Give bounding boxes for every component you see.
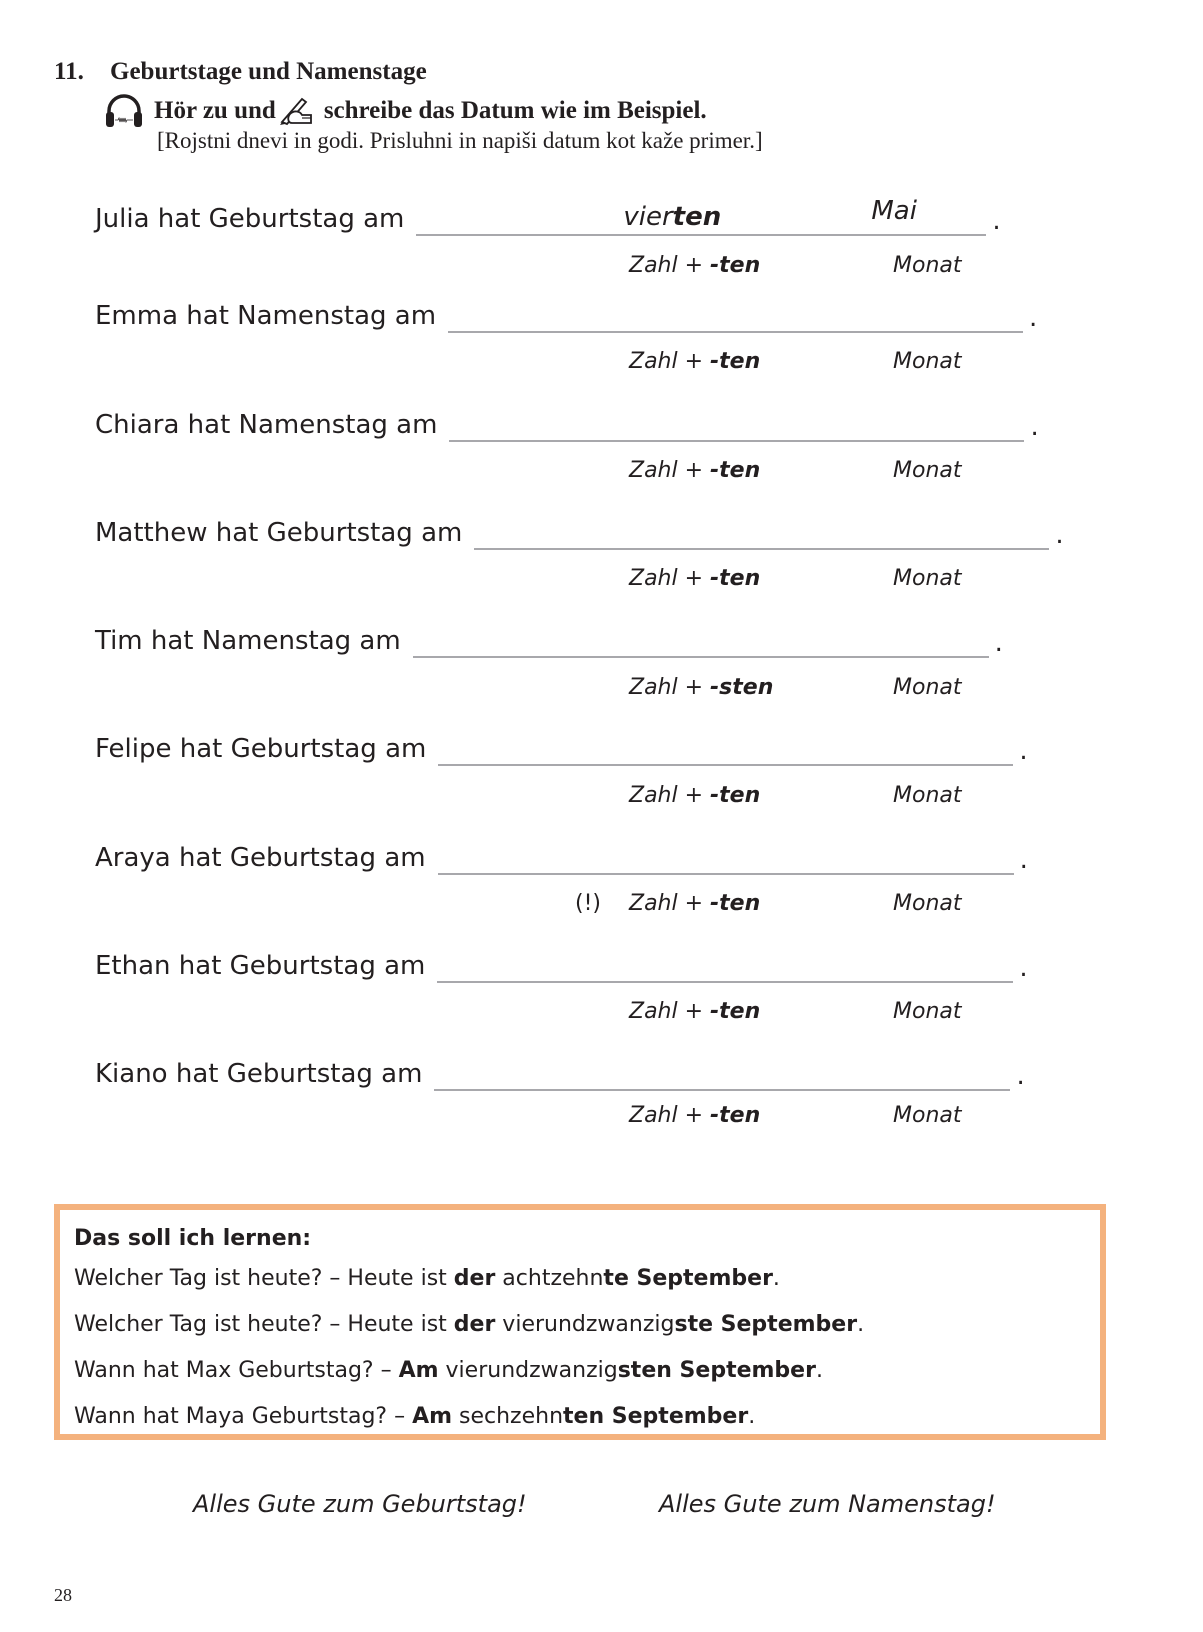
learn-article: Am (412, 1404, 453, 1429)
learn-question: Welcher Tag ist heute? – Heute ist (74, 1266, 454, 1291)
sentence-label: Julia hat Geburtstag am (95, 204, 405, 234)
learn-article: Am (398, 1358, 439, 1383)
hint-prefix: Zahl + (629, 458, 711, 483)
learn-ending: ten September (563, 1404, 749, 1429)
hint-prefix: Zahl + (629, 566, 711, 591)
exercise-number: 11. (54, 58, 84, 85)
hint-suffix: -ten (710, 253, 761, 278)
answer-blank[interactable] (413, 620, 989, 658)
learn-period: . (748, 1404, 756, 1429)
page-number: 28 (54, 1585, 72, 1605)
sentence-label: Emma hat Namenstag am (95, 301, 437, 331)
exercise-instruction (104, 94, 707, 128)
sentence-row (95, 618, 1003, 658)
hint-month: Monat (893, 783, 962, 808)
hint-prefix: Zahl + (629, 1103, 711, 1128)
hint-month: Monat (893, 253, 962, 278)
sentence-row (95, 196, 1001, 236)
example-answer-month: Mai (871, 196, 917, 226)
learn-stem: vierundzwanzig (495, 1312, 675, 1337)
hint-suffix: -ten (710, 783, 761, 808)
learn-line (74, 1404, 755, 1429)
hint-prefix: Zahl + (629, 891, 711, 916)
hint-month: Monat (893, 349, 962, 374)
answer-blank[interactable] (474, 512, 1049, 550)
hint-prefix: Zahl + (629, 999, 711, 1024)
answer-suffix: ten (672, 202, 722, 232)
hint-number (629, 783, 760, 808)
nameday-wish: Alles Gute zum Namenstag! (659, 1490, 996, 1518)
hint-suffix: -ten (710, 999, 761, 1024)
answer-blank[interactable] (438, 728, 1013, 766)
learn-period: . (857, 1312, 865, 1337)
period: . (992, 206, 1001, 236)
learn-question: Wann hat Max Geburtstag? – (74, 1358, 399, 1383)
learn-ending: sten September (617, 1358, 816, 1383)
writing-hand-icon (278, 96, 314, 126)
answer-blank[interactable] (449, 404, 1024, 442)
hint-number (629, 1103, 760, 1128)
period: . (1016, 1061, 1025, 1091)
instruction-part2: schreibe das Datum wie im Beispiel. (323, 97, 707, 124)
learn-question: Welcher Tag ist heute? – Heute ist (74, 1312, 454, 1337)
hint-month: Monat (893, 1103, 962, 1128)
headphones-icon (104, 94, 144, 128)
learn-stem: vierundzwanzig (438, 1358, 618, 1383)
hint-suffix: -sten (710, 675, 774, 700)
sentence-row (95, 402, 1039, 442)
sentence-label: Matthew hat Geburtstag am (95, 518, 463, 548)
hint-number (629, 349, 760, 374)
learn-stem: achtzehn (495, 1266, 604, 1291)
hint-suffix: -ten (710, 1103, 761, 1128)
hint-suffix: -ten (710, 458, 761, 483)
hint-number (629, 999, 760, 1024)
hint-prefix: Zahl + (629, 253, 711, 278)
learn-box (54, 1204, 1106, 1440)
sentence-label: Tim hat Namenstag am (95, 626, 401, 656)
learn-line (74, 1266, 780, 1291)
hint-month: Monat (893, 675, 962, 700)
period: . (1030, 412, 1039, 442)
learn-article: der (453, 1266, 496, 1291)
sentence-label: Araya hat Geburtstag am (95, 843, 426, 873)
period: . (1019, 953, 1028, 983)
hint-month: Monat (893, 458, 962, 483)
sentence-row (95, 510, 1064, 550)
exercise-title: Geburtstage und Namenstage (110, 58, 427, 85)
learn-ending: te September (603, 1266, 773, 1291)
sentence-label: Ethan hat Geburtstag am (95, 951, 426, 981)
learn-box-title: Das soll ich lernen: (74, 1226, 312, 1251)
period: . (1029, 303, 1038, 333)
answer-blank[interactable] (437, 945, 1013, 983)
answer-stem: vier (623, 202, 673, 232)
sentence-row (95, 835, 1028, 875)
hint-month: Monat (893, 891, 962, 916)
sentence-row (95, 1051, 1025, 1091)
learn-ending: ste September (674, 1312, 858, 1337)
learn-stem: sechzehn (452, 1404, 564, 1429)
sentence-row (95, 293, 1037, 333)
period: . (1019, 736, 1028, 766)
learn-period: . (815, 1358, 823, 1383)
learn-question: Wann hat Maya Geburtstag? – (74, 1404, 413, 1429)
sentence-label: Kiano hat Geburtstag am (95, 1059, 423, 1089)
answer-blank[interactable] (416, 198, 986, 236)
example-answer-number (623, 202, 721, 232)
learn-line (74, 1358, 823, 1383)
hint-prefix: Zahl + (629, 675, 711, 700)
sentence-label: Chiara hat Namenstag am (95, 410, 438, 440)
hint-month: Monat (893, 566, 962, 591)
attention-note: (!) (575, 891, 601, 916)
hint-number (629, 891, 760, 916)
hint-number (629, 675, 773, 700)
learn-period: . (772, 1266, 780, 1291)
hint-prefix: Zahl + (629, 349, 711, 374)
sentence-label: Felipe hat Geburtstag am (95, 734, 427, 764)
hint-number (629, 253, 760, 278)
hint-prefix: Zahl + (629, 783, 711, 808)
period: . (994, 628, 1003, 658)
period: . (1019, 845, 1028, 875)
learn-line (74, 1312, 864, 1337)
answer-blank[interactable] (434, 1053, 1010, 1091)
hint-suffix: -ten (710, 349, 761, 374)
sentence-row (95, 943, 1028, 983)
learn-article: der (453, 1312, 496, 1337)
sentence-row (95, 726, 1028, 766)
hint-number (629, 566, 760, 591)
birthday-wish: Alles Gute zum Geburtstag! (193, 1490, 527, 1518)
period: . (1055, 520, 1064, 550)
hint-suffix: -ten (710, 891, 761, 916)
hint-suffix: -ten (710, 566, 761, 591)
answer-blank[interactable] (448, 295, 1023, 333)
hint-number (629, 458, 760, 483)
answer-blank[interactable] (438, 837, 1014, 875)
instruction-part1: Hör zu und (154, 97, 276, 124)
hint-month: Monat (893, 999, 962, 1024)
instruction-translation: [Rojstni dnevi in godi. Prisluhni in napiši datum kot kaže primer.] (157, 128, 763, 153)
